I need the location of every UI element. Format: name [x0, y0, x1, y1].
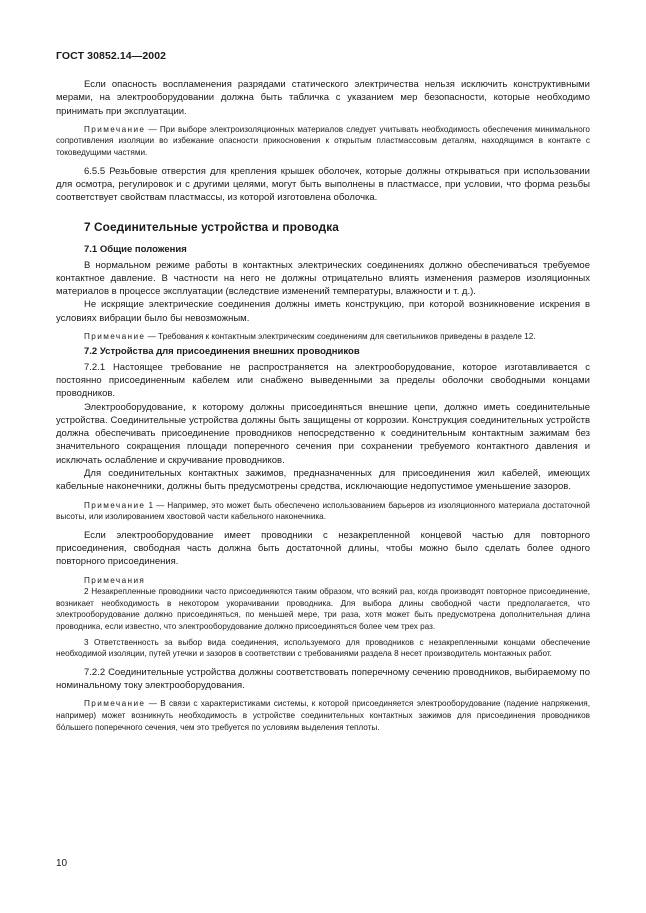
- paragraph-7-2-1-reconnection: Если электрооборудование имеет проводники с незакрепленной концевой частью для повторного присоединения, свободная часть должна быть достаточной длины, чтобы можно было сделать более одного повторного присоединения.: [56, 529, 590, 568]
- note-luminaires: [56, 331, 590, 343]
- paragraph-7-2-1: 7.2.1 Настоящее требование не распространяется на электрооборудование, которое изготавливается с постоянно присоединенным кабелем или снабжено выведенными за пределы оболочки свободными концами проводников.: [56, 361, 590, 400]
- subsection-7-1-heading: 7.1 Общие положения: [84, 243, 187, 255]
- paragraph-6-5-5: 6.5.5 Резьбовые отверстия для крепления крышек оболочек, которые должны открываться при использовании для осмотра, регулировок и с другими целями, могут быть выполнены в пластмассе, при условии, что форма резьбы соответствует свойствам пластмассы, из которой изготовлена оболочка.: [56, 165, 590, 204]
- note-label: Примечание: [84, 500, 146, 510]
- paragraph-7-2-1-cable-lugs: Для соединительных контактных зажимов, предназначенных для присоединения жил кабелей, имеющих кабельные наконечники, должны быть предусмотрены средства, исключающие недопустимое уменьшение зазоров.: [56, 468, 590, 493]
- note-label: Примечание: [84, 124, 146, 134]
- note-text: — Требования к контактным электрическим соединениям для светильников приведены в разделе 12.: [145, 332, 536, 342]
- subsection-7-2-heading: 7.2 Устройства для присоединения внешних проводников: [84, 345, 360, 357]
- paragraph-7-2-2: 7.2.2 Соединительные устройства должны соответствовать поперечному сечению проводников, выбираемому по номинальному току электрооборудования.: [56, 666, 590, 692]
- section-7-heading: 7 Соединительные устройства и проводка: [84, 219, 339, 234]
- paragraph-7-2-1-terminals: Электрооборудование, к которому должны присоединяться внешние цепи, должно иметь соединительные устройства. Соединительные устройства должны быть защищены от коррозии. Конструкция соединительных устройств должна обеспечивать присоединение проводников непосредственно к соединительным контактным зажимам без значительного сокращения площади поперечного сечения при сохранении требуемого контактного давления и исключать ослабление и скручивание проводников.: [56, 401, 590, 466]
- paragraph-7-1-contact-pressure: В нормальном режиме работы в контактных электрических соединениях должно обеспечиваться требуемое контактное давление. В частности на него не должны отрицательно влиять изменения размеров изоляционных материалов в процессе эксплуатации (вследствие изменений температуры, влажности и т. д.).: [56, 259, 590, 298]
- note-text: — В связи с характеристиками системы, к которой присоединяется электрооборудование (падение напряжения, например) может возникнуть необходимость в устройстве соединительных контактных зажимов для присоединения проводников бо́льшего поперечного сечения, чем это требуется по условиям выделения теплоты.: [56, 699, 590, 732]
- note-2-unsecured-conductors: 2 Незакрепленные проводники часто присоединяются таким образом, что всякий раз, когда производят повторное присоединение, возникает необходимость в некотором укорачивании проводника. Для выбора длины свободной части предполагается, что электрооборудование должно присоединяться, по меньшей мере, три раза, хотя может быть предусмотрена дополнительная длина проводника, если известно, что электрооборудование должно присоединяться более чем трех раз.: [56, 587, 590, 632]
- note-text: — При выборе электроизоляционных материалов следует учитывать необходимость обеспечения минимального сопротивления изоляции во избежание опасности прикосновения к открытым пластмассовым деталям, находящимся в контакте с токоведущими частями.: [56, 124, 590, 158]
- note-insulation-materials: [56, 124, 590, 159]
- page-number: 10: [56, 858, 68, 869]
- note-label: Примечание: [84, 699, 146, 709]
- paragraph-7-1-non-sparking: Не искрящие электрические соединения должны иметь конструкцию, при которой возникновение искрения в условиях вибрации было бы невозможным.: [56, 299, 590, 324]
- notes-title: Примечания: [84, 575, 146, 585]
- note-1-barriers: [56, 500, 590, 523]
- note-3-responsibility: 3 Ответственность за выбор вида соединения, используемого для проводников с незакрепленными концами обеспечение необходимой изоляции, путей утечки и зазоров в соответствии с требованиями раздела 8 несет производитель монтажных работ.: [56, 637, 590, 659]
- note-label: Примечание: [84, 332, 146, 342]
- page-content: [56, 78, 590, 733]
- paragraph-static-electricity: Если опасность воспламенения разрядами статического электричества нельзя исключить конструктивными мерами, на электрооборудовании должна быть табличка с указанием мер безопасности, которые необходимо принимать при эксплуатации.: [56, 79, 590, 117]
- document-header: ГОСТ 30852.14—2002: [56, 50, 167, 62]
- note-system-characteristics: [56, 698, 590, 733]
- note-text: 1 — Например, это может быть обеспечено использованием барьеров из изоляционного материала достаточной высоты, или изолированием хвостовой части кабельного наконечника.: [56, 500, 590, 522]
